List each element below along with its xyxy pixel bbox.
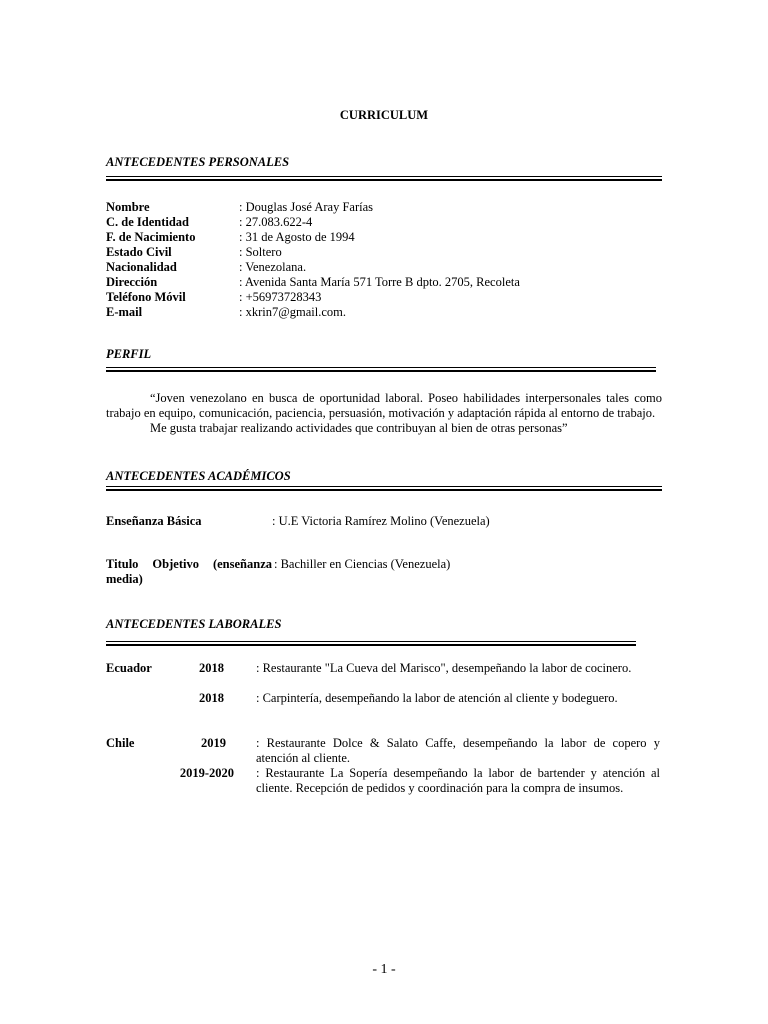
work-year: 2019-2020 xyxy=(179,766,234,780)
personal-value-name: : Douglas José Aray Farías xyxy=(239,200,374,214)
personal-label-nationality: Nacionalidad xyxy=(106,260,177,274)
personal-label-birthdate: F. de Nacimiento xyxy=(106,230,196,244)
work-year: 2018 xyxy=(199,691,224,705)
work-description: : Restaurante Dolce & Salato Caffe, desempeñando la labor de copero y atención al cliente. xyxy=(256,736,660,765)
personal-label-name: Nombre xyxy=(106,200,150,214)
profile-paragraph: Me gusta trabajar realizando actividades que contribuyan al bien de otras personas” xyxy=(150,421,568,435)
section-heading-profile: PERFIL xyxy=(106,347,152,361)
work-year: 2018 xyxy=(199,661,224,675)
section-divider xyxy=(106,176,662,181)
personal-value-phone: : +56973728343 xyxy=(239,290,322,304)
work-description: : Restaurante La Sopería desempeñando la labor de bartender y atención al cliente. Recepción de pedidos y coordinación para la compra de insumos. xyxy=(256,766,660,795)
personal-value-email: : xkrin7@gmail.com. xyxy=(239,305,346,319)
personal-label-address: Dirección xyxy=(106,275,158,289)
personal-value-birthdate: : 31 de Agosto de 1994 xyxy=(239,230,355,244)
academic-label-secondary: Titulo Objetivo (enseñanza media) xyxy=(106,557,272,586)
work-description: : Restaurante "La Cueva del Marisco", desempeñando la labor de cocinero. xyxy=(256,661,632,675)
work-description: : Carpintería, desempeñando la labor de atención al cliente y bodeguero. xyxy=(256,691,618,705)
work-country-chile: Chile xyxy=(106,736,135,750)
personal-label-phone: Teléfono Móvil xyxy=(106,290,186,304)
profile-text xyxy=(106,391,662,436)
section-divider xyxy=(106,641,636,646)
section-heading-academic: ANTECEDENTES ACADÉMICOS xyxy=(106,469,291,483)
personal-label-id: C. de Identidad xyxy=(106,215,190,229)
section-heading-work: ANTECEDENTES LABORALES xyxy=(106,617,282,631)
personal-value-id: : 27.083.622-4 xyxy=(239,215,313,229)
academic-value-basic: : U.E Victoria Ramírez Molino (Venezuela) xyxy=(272,514,490,528)
academic-label-basic: Enseñanza Básica xyxy=(106,514,202,528)
personal-value-address: : Avenida Santa María 571 Torre B dpto. 2705, Recoleta xyxy=(239,275,520,289)
profile-paragraph: “Joven venezolano en busca de oportunidad laboral. Poseo habilidades interpersonales tales como trabajo en equipo, comunicación, paciencia, persuasión, motivación y adaptación rápida al entorno de trabajo. xyxy=(106,391,662,420)
personal-label-email: E-mail xyxy=(106,305,143,319)
work-year: 2019 xyxy=(201,736,226,750)
personal-value-nationality: : Venezolana. xyxy=(239,260,307,274)
work-country-ecuador: Ecuador xyxy=(106,661,152,675)
section-divider xyxy=(106,486,662,491)
personal-value-civil-status: : Soltero xyxy=(239,245,282,259)
document-title: CURRICULUM xyxy=(339,108,429,122)
personal-label-civil-status: Estado Civil xyxy=(106,245,172,259)
section-heading-personal: ANTECEDENTES PERSONALES xyxy=(106,155,290,169)
academic-value-secondary: : Bachiller en Ciencias (Venezuela) xyxy=(274,557,451,571)
section-divider xyxy=(106,367,656,372)
page-number: - 1 - xyxy=(372,962,396,977)
